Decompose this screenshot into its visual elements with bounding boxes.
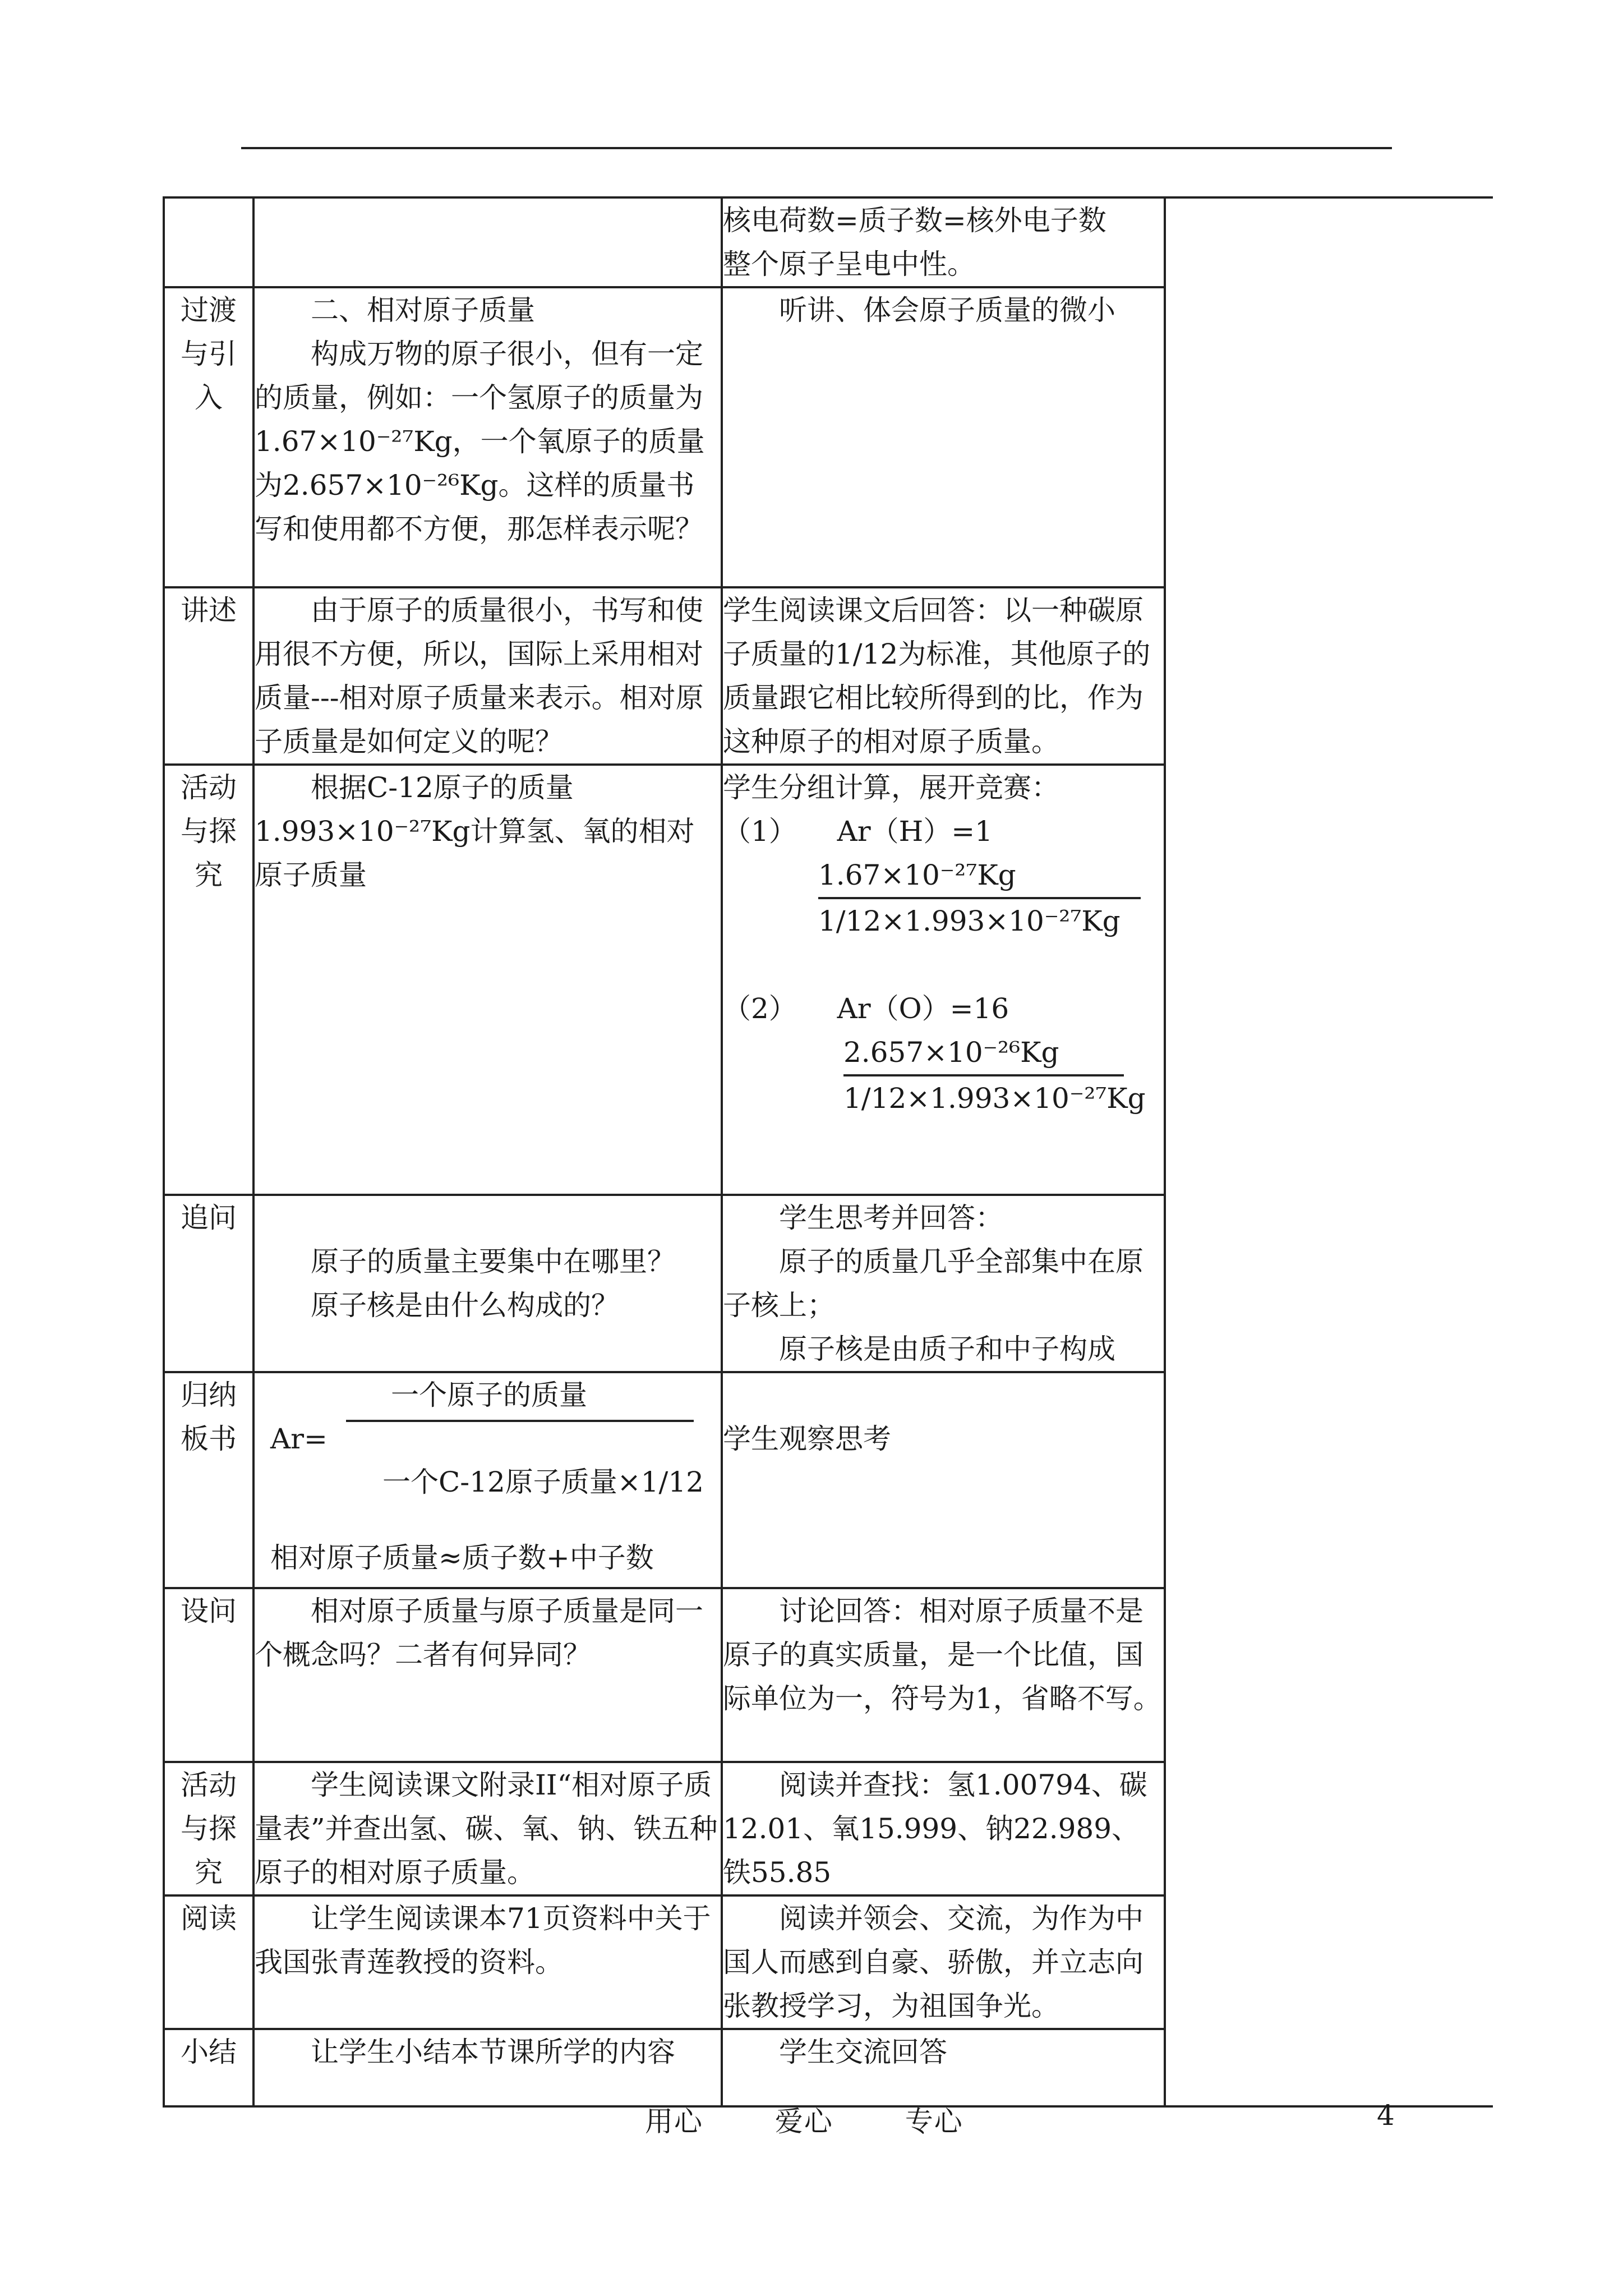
teacher-cell: [253, 1372, 722, 1588]
teacher-cell: [253, 587, 722, 765]
student-text: 阅读并查找：氢1.00794、碳12.01、氧15.999、钠22.989、铁55.85: [723, 1769, 1147, 1889]
notes-cell: [1165, 197, 1493, 2106]
student-cell: [722, 197, 1165, 287]
student-line: 原子核是由质子和中子构成: [779, 1333, 1115, 1365]
fraction: [818, 853, 1141, 943]
teacher-text: 让学生小结本节课所学的内容: [311, 2036, 675, 2068]
fraction-numerator: 1.67×10⁻²⁷Kg: [818, 859, 1016, 891]
motto-word: 爱心: [774, 2105, 833, 2138]
student-text: 讨论回答：相对原子质量不是原子的真实质量，是一个比值，国际单位为一，符号为1，省略不写。: [723, 1595, 1161, 1715]
student-text: 阅读并领会、交流，为作为中国人而感到自豪、骄傲，并立志向张教授学习，为祖国争光。: [723, 1902, 1144, 2022]
student-text: 学生交流回答: [779, 2036, 947, 2068]
student-line: 原子的质量几乎全部集中在原子核上；: [723, 1245, 1144, 1322]
teacher-cell: [253, 1762, 722, 1895]
lesson-table: [163, 196, 1493, 2108]
header-rule: [241, 147, 1392, 149]
motto-word: 用心: [645, 2105, 703, 2138]
teacher-text: 相对原子质量与原子质量是同一个概念吗？二者有何异同？: [255, 1595, 703, 1671]
teacher-line: 原子的质量主要集中在哪里？: [311, 1245, 675, 1278]
student-cell: [722, 287, 1165, 587]
teacher-text: 由于原子的质量很小，书写和使用很不方便，所以，国际上采用相对质量---相对原子质量来表示。相对原子质量是如何定义的呢？: [255, 594, 704, 758]
calc-block: [723, 987, 1164, 1120]
student-cell: [722, 1895, 1165, 2029]
fraction-numerator: 2.657×10⁻²⁶Kg: [843, 1036, 1059, 1069]
calc-block: [723, 809, 1164, 943]
formula-numerator: 一个原子的质量: [391, 1379, 587, 1411]
teacher-cell: [253, 1895, 722, 2029]
teacher-cell: [253, 2029, 722, 2106]
fraction: [843, 1030, 1146, 1120]
student-cell: [722, 1762, 1165, 1895]
fraction-denominator: 1/12×1.993×10⁻²⁷Kg: [843, 1074, 1124, 1120]
student-cell: [722, 587, 1165, 765]
student-line: 学生思考并回答：: [779, 1202, 1003, 1234]
motto-word: 专心: [905, 2105, 963, 2138]
calc-label: （1）: [723, 815, 797, 848]
calc-result: [723, 987, 1164, 1030]
footer-motto: [645, 2099, 1025, 2139]
stage-cell: 小结: [164, 2029, 253, 2106]
formula-fraction-line: [346, 1420, 694, 1422]
student-intro: 学生分组计算，展开竞赛：: [723, 771, 1059, 804]
student-cell: [722, 1195, 1165, 1372]
table-row: [164, 197, 1493, 287]
teacher-cell: [253, 287, 722, 587]
teacher-cell: [253, 197, 722, 287]
stage-cell: 讲述: [164, 587, 253, 765]
stage-cell: 归纳板书: [164, 1372, 253, 1588]
formula: [270, 1373, 721, 1536]
fraction-denominator: 1/12×1.993×10⁻²⁷Kg: [818, 897, 1141, 943]
calc-result: [723, 809, 1164, 853]
page-number: 4: [1377, 2099, 1395, 2132]
teacher-cell: [253, 765, 722, 1195]
student-cell: [722, 1588, 1165, 1762]
teacher-line: 原子核是由什么构成的？: [311, 1289, 619, 1322]
student-cell: [722, 2029, 1165, 2106]
stage-cell: 追问: [164, 1195, 253, 1372]
formula-lhs: Ar=: [270, 1423, 328, 1455]
stage-cell: 活动与探究: [164, 1762, 253, 1895]
student-line: 整个原子呈电中性。: [723, 248, 975, 280]
teacher-text: 构成万物的原子很小，但有一定的质量，例如：一个氢原子的质量为1.67×10⁻²⁷Kg，一个氧原子的质量为2.657×10⁻²⁶Kg。这样的质量书写和使用都不方便，那怎样表示呢？: [255, 338, 705, 545]
stage-cell: 活动与探究: [164, 765, 253, 1195]
teacher-cell: [253, 1588, 722, 1762]
stage-cell: 阅读: [164, 1895, 253, 2029]
calc-label: （2）: [723, 992, 797, 1025]
teacher-cell: [253, 1195, 722, 1372]
stage-cell: 过渡与引入: [164, 287, 253, 587]
student-text: 学生观察思考: [723, 1423, 891, 1455]
student-cell: [722, 765, 1165, 1195]
student-text: 听讲、体会原子质量的微小: [779, 294, 1115, 326]
formula-denominator: 一个C-12原子质量×1/12: [382, 1466, 704, 1498]
student-text: 学生阅读课文后回答：以一种碳原子质量的1/12为标准，其他原子的质量跟它相比较所得到的比，作为这种原子的相对原子质量。: [723, 594, 1151, 758]
calc-result-value: Ar（H）=1: [837, 815, 993, 848]
teacher-text: 根据C-12原子的质量1.993×10⁻²⁷Kg计算氢、氧的相对原子质量: [255, 771, 695, 891]
stage-cell: [164, 197, 253, 287]
teacher-text: 让学生阅读课本71页资料中关于我国张青莲教授的资料。: [255, 1902, 711, 1978]
student-line: 核电荷数=质子数=核外电子数: [723, 204, 1106, 237]
teacher-text: 学生阅读课文附录II“相对原子质量表”并查出氢、碳、氧、钠、铁五种原子的相对原子质量。: [255, 1769, 718, 1889]
section-title: 二、相对原子质量: [311, 294, 535, 326]
student-cell: [722, 1372, 1165, 1588]
calc-result-value: Ar（O）=16: [837, 992, 1009, 1025]
teacher-text: 相对原子质量≈质子数+中子数: [270, 1542, 654, 1574]
stage-cell: 设问: [164, 1588, 253, 1762]
